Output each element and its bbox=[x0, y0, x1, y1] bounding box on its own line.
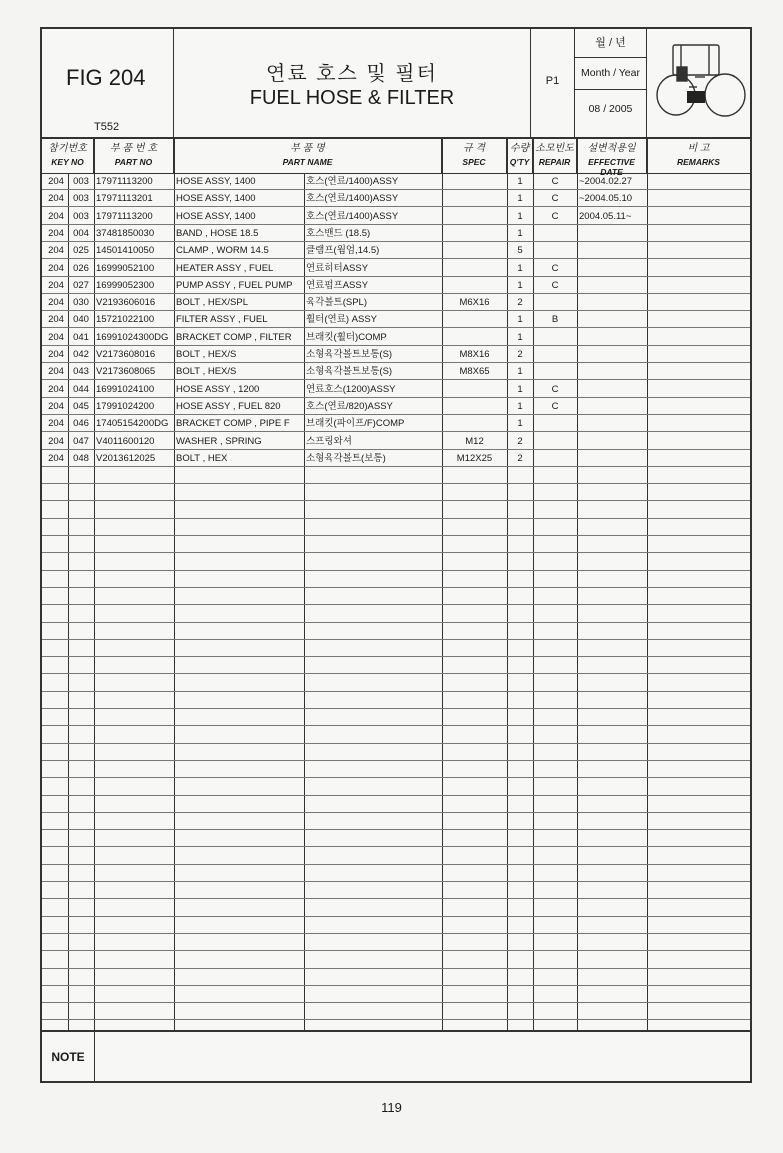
cell-fig: 204 bbox=[48, 314, 64, 326]
cell-name-en: BAND , HOSE 18.5 bbox=[176, 227, 259, 239]
cell-date: ~2004.05.10 bbox=[579, 193, 633, 205]
cell-repair: C bbox=[551, 262, 559, 274]
cell-spec bbox=[442, 311, 507, 328]
column-header bbox=[42, 137, 750, 177]
cell-date bbox=[579, 277, 647, 294]
cell-date bbox=[579, 433, 647, 450]
cell-name-kr: 호스밴드 (18.5) bbox=[306, 227, 371, 239]
cell-date bbox=[579, 311, 647, 328]
cell-name-en: HOSE ASSY, 1400 bbox=[176, 176, 256, 187]
col-part-name-en: PART NAME bbox=[282, 157, 333, 167]
cell-repair: C bbox=[551, 279, 559, 291]
cell-spec: M12X25 bbox=[456, 452, 493, 464]
cell-part: 17991024200 bbox=[96, 400, 155, 412]
empty-row bbox=[42, 606, 750, 623]
cell-spec: M12 bbox=[465, 435, 484, 447]
cell-name-kr: 소형육각볼트보통(S) bbox=[306, 349, 393, 360]
cell-repair: B bbox=[551, 314, 559, 326]
cell-part: 17971113201 bbox=[96, 193, 153, 205]
cell-key: 003 bbox=[73, 176, 89, 187]
cell-key: 003 bbox=[73, 210, 89, 222]
cell-qty: 1 bbox=[517, 366, 523, 378]
col-date-kr: 설변적용일 bbox=[587, 143, 636, 154]
date-value: 08 / 2005 bbox=[588, 103, 633, 115]
cell-spec bbox=[442, 242, 507, 259]
sheet-header bbox=[42, 29, 750, 139]
cell-fig: 204 bbox=[48, 193, 64, 205]
cell-part: 14501410050 bbox=[96, 245, 155, 257]
table-row bbox=[42, 294, 750, 311]
cell-qty: 1 bbox=[517, 210, 523, 222]
cell-repair bbox=[533, 363, 577, 380]
cell-name-kr: 호스(연료/1400)ASSY bbox=[306, 193, 399, 205]
cell-qty: 1 bbox=[517, 279, 523, 291]
cell-qty: 2 bbox=[517, 435, 523, 447]
cell-name-en: HOSE ASSY , 1200 bbox=[176, 383, 260, 395]
col-repair-en: REPAIR bbox=[538, 157, 571, 167]
table-row bbox=[42, 242, 750, 259]
model-code: T552 bbox=[94, 121, 120, 133]
cell-name-en: BOLT , HEX bbox=[176, 452, 228, 464]
cell-qty: 1 bbox=[517, 176, 523, 187]
cell-spec: M6X16 bbox=[459, 297, 490, 309]
empty-row bbox=[42, 554, 750, 571]
note-section bbox=[42, 1030, 750, 1083]
empty-row bbox=[42, 536, 750, 553]
title-cell bbox=[174, 29, 531, 137]
col-key bbox=[42, 137, 94, 173]
page-cell bbox=[531, 29, 575, 137]
empty-row bbox=[42, 571, 750, 588]
cell-part: 17405154200DG bbox=[96, 418, 169, 430]
table-row bbox=[42, 173, 750, 190]
cell-date bbox=[579, 450, 647, 467]
empty-row bbox=[42, 796, 750, 813]
empty-row bbox=[42, 761, 750, 778]
cell-key: 042 bbox=[73, 349, 89, 360]
cell-repair bbox=[533, 225, 577, 242]
cell-fig: 204 bbox=[48, 366, 64, 378]
cell-fig: 204 bbox=[48, 400, 64, 412]
cell-fig: 204 bbox=[48, 227, 64, 239]
cell-fig: 204 bbox=[48, 331, 64, 343]
col-part-name-kr: 부 품 명 bbox=[290, 143, 325, 154]
cell-spec bbox=[442, 208, 507, 225]
cell-name-en: HOSE ASSY , FUEL 820 bbox=[176, 400, 281, 412]
col-remarks bbox=[647, 137, 750, 173]
cell-date: ~2004.02.27 bbox=[579, 176, 633, 187]
table-row bbox=[42, 190, 750, 207]
cell-repair bbox=[533, 433, 577, 450]
title-english: FUEL HOSE & FILTER bbox=[249, 87, 455, 109]
cell-date: 2004.05.11~ bbox=[579, 210, 632, 222]
cell-key: 046 bbox=[73, 418, 89, 430]
col-qty-kr: 수량 bbox=[509, 143, 530, 154]
empty-row bbox=[42, 709, 750, 726]
cell-qty: 1 bbox=[517, 193, 523, 205]
table-row bbox=[42, 346, 750, 363]
col-part-name bbox=[174, 137, 442, 173]
cell-repair: C bbox=[551, 383, 559, 395]
col-remarks-kr: 비 고 bbox=[687, 143, 710, 154]
cell-spec bbox=[442, 277, 507, 294]
cell-repair: C bbox=[551, 176, 559, 187]
cell-repair bbox=[533, 450, 577, 467]
cell-date bbox=[579, 415, 647, 432]
empty-row bbox=[42, 675, 750, 692]
table-row bbox=[42, 398, 750, 415]
cell-name-en: WASHER , SPRING bbox=[176, 435, 262, 447]
empty-row bbox=[42, 917, 750, 934]
figure-cell bbox=[42, 29, 174, 137]
cell-spec bbox=[442, 398, 507, 415]
cell-key: 004 bbox=[73, 227, 89, 239]
cell-key: 044 bbox=[73, 383, 89, 395]
empty-row bbox=[42, 484, 750, 501]
cell-part: 16991024300DG bbox=[96, 331, 169, 343]
empty-row bbox=[42, 934, 750, 951]
cell-name-kr: 육각볼트(SPL) bbox=[306, 297, 367, 309]
cell-key: 048 bbox=[73, 452, 89, 464]
cell-date bbox=[579, 294, 647, 311]
cell-part: V4011600120 bbox=[96, 435, 155, 447]
empty-row bbox=[42, 744, 750, 761]
cell-qty: 2 bbox=[517, 349, 523, 360]
cell-part: 17971113200 bbox=[96, 210, 153, 222]
cell-fig: 204 bbox=[48, 418, 64, 430]
cell-repair bbox=[533, 294, 577, 311]
cell-date bbox=[579, 329, 647, 346]
cell-name-kr: 호스(연료/820)ASSY bbox=[306, 400, 393, 412]
cell-key: 025 bbox=[73, 245, 89, 257]
cell-name-kr: 연료히터ASSY bbox=[306, 262, 369, 274]
cell-name-kr: 연료펌프ASSY bbox=[306, 279, 369, 291]
cell-fig: 204 bbox=[48, 279, 64, 291]
col-key-kr: 참기번호 bbox=[48, 143, 87, 154]
cell-qty: 1 bbox=[517, 400, 523, 412]
cell-spec: M8X16 bbox=[459, 349, 490, 360]
cell-name-kr: 소형육각볼트보통(S) bbox=[306, 366, 393, 378]
cell-name-kr: 휠터(연료) ASSY bbox=[306, 314, 378, 326]
cell-date bbox=[579, 225, 647, 242]
cell-name-en: FILTER ASSY , FUEL bbox=[176, 314, 268, 326]
cell-date bbox=[579, 260, 647, 277]
cell-name-en: BOLT , HEX/S bbox=[176, 366, 237, 378]
cell-part: 17971113200 bbox=[96, 176, 153, 187]
cell-qty: 1 bbox=[517, 314, 523, 326]
cell-name-kr: 연료호스(1200)ASSY bbox=[306, 383, 396, 395]
date-label-korean: 월 / 년 bbox=[575, 29, 646, 58]
cell-name-en: HOSE ASSY, 1400 bbox=[176, 210, 256, 222]
empty-row bbox=[42, 848, 750, 865]
cell-spec bbox=[442, 190, 507, 207]
col-part-no bbox=[94, 137, 174, 173]
col-part-no-kr: 부 품 번 호 bbox=[110, 143, 157, 154]
col-qty bbox=[507, 137, 533, 173]
empty-row bbox=[42, 727, 750, 744]
empty-row bbox=[42, 657, 750, 674]
table-row bbox=[42, 208, 750, 225]
col-repair-kr: 소모빈도 bbox=[535, 143, 574, 154]
cell-repair: C bbox=[551, 193, 559, 205]
col-remarks-en: REMARKS bbox=[677, 157, 720, 167]
cell-name-kr: 소형육각볼트(보통) bbox=[306, 452, 386, 464]
cell-name-kr: 호스(연료/1400)ASSY bbox=[306, 210, 399, 222]
cell-qty: 1 bbox=[517, 418, 523, 430]
cell-repair bbox=[533, 329, 577, 346]
date-label-english: Month / Year bbox=[575, 57, 646, 90]
col-spec-kr: 규 격 bbox=[462, 143, 486, 154]
cell-key: 040 bbox=[73, 314, 89, 326]
table-row bbox=[42, 433, 750, 450]
table-row bbox=[42, 415, 750, 432]
cell-name-en: BRACKET COMP , FILTER bbox=[176, 331, 292, 343]
cell-name-en: CLAMP , WORM 14.5 bbox=[176, 245, 269, 257]
col-part-no-en: PART NO bbox=[114, 157, 153, 167]
cell-name-en: BOLT , HEX/S bbox=[176, 349, 237, 360]
cell-name-en: BOLT , HEX/SPL bbox=[176, 297, 248, 309]
empty-row bbox=[42, 969, 750, 986]
cell-fig: 204 bbox=[48, 262, 64, 274]
cell-fig: 204 bbox=[48, 176, 64, 187]
cell-qty: 1 bbox=[517, 331, 523, 343]
cell-spec bbox=[442, 260, 507, 277]
cell-key: 047 bbox=[73, 435, 89, 447]
cell-spec bbox=[442, 415, 507, 432]
note-label: NOTE bbox=[42, 1032, 95, 1083]
cell-qty: 1 bbox=[517, 383, 523, 395]
empty-row bbox=[42, 900, 750, 917]
empty-row bbox=[42, 1003, 750, 1020]
cell-spec bbox=[442, 329, 507, 346]
empty-row bbox=[42, 813, 750, 830]
cell-date bbox=[579, 346, 647, 363]
cell-part: 16999052100 bbox=[96, 262, 155, 274]
cell-fig: 204 bbox=[48, 245, 64, 257]
cell-key: 027 bbox=[73, 279, 89, 291]
cell-spec bbox=[442, 381, 507, 398]
cell-part: 16991024100 bbox=[96, 383, 155, 395]
figure-number: FIG 204 bbox=[66, 65, 146, 90]
cell-key: 041 bbox=[73, 331, 89, 343]
empty-row bbox=[42, 588, 750, 605]
cell-part: V2173608065 bbox=[96, 366, 156, 378]
cell-fig: 204 bbox=[48, 435, 64, 447]
table-row bbox=[42, 260, 750, 277]
cell-fig: 204 bbox=[48, 210, 64, 222]
parts-sheet bbox=[40, 27, 752, 1083]
cell-date bbox=[579, 242, 647, 259]
col-qty-en: Q'TY bbox=[509, 157, 530, 167]
empty-row bbox=[42, 640, 750, 657]
table-row bbox=[42, 381, 750, 398]
cell-name-kr: 브래킷(파이프/F)COMP bbox=[306, 418, 405, 430]
cell-key: 045 bbox=[73, 400, 89, 412]
cell-name-en: HEATER ASSY , FUEL bbox=[176, 262, 274, 274]
title-korean: 연료 호스 및 필터 bbox=[266, 63, 438, 85]
cell-repair: C bbox=[551, 210, 559, 222]
cell-key: 003 bbox=[73, 193, 89, 205]
cell-qty: 2 bbox=[517, 452, 523, 464]
empty-row bbox=[42, 986, 750, 1003]
cell-key: 030 bbox=[73, 297, 89, 309]
empty-row bbox=[42, 952, 750, 969]
table-row bbox=[42, 277, 750, 294]
cell-fig: 204 bbox=[48, 383, 64, 395]
cell-fig: 204 bbox=[48, 297, 64, 309]
table-row bbox=[42, 329, 750, 346]
empty-row bbox=[42, 467, 750, 484]
col-key-en: KEY NO bbox=[51, 157, 84, 167]
empty-row bbox=[42, 502, 750, 519]
cell-name-kr: 스프링와셔 bbox=[306, 435, 352, 447]
cell-spec: M8X65 bbox=[459, 366, 490, 378]
cell-repair bbox=[533, 242, 577, 259]
cell-repair bbox=[533, 415, 577, 432]
cell-part: V2013612025 bbox=[96, 452, 156, 464]
page-number: 119 bbox=[381, 1100, 402, 1115]
table-row bbox=[42, 225, 750, 242]
cell-qty: 1 bbox=[517, 262, 523, 274]
col-spec bbox=[442, 137, 507, 173]
empty-row bbox=[42, 779, 750, 796]
empty-row bbox=[42, 623, 750, 640]
col-effective-date bbox=[577, 137, 647, 177]
col-repair bbox=[533, 137, 577, 173]
empty-row bbox=[42, 692, 750, 709]
cell-part: 15721022100 bbox=[96, 314, 155, 326]
cell-name-kr: 브래킷(휠터)COMP bbox=[306, 331, 387, 343]
tractor-illustration bbox=[647, 29, 750, 137]
cell-date bbox=[579, 398, 647, 415]
cell-spec bbox=[442, 173, 507, 190]
cell-key: 026 bbox=[73, 262, 89, 274]
table-row bbox=[42, 363, 750, 380]
table-row bbox=[42, 311, 750, 328]
cell-repair: C bbox=[551, 400, 559, 412]
parts-table-body bbox=[42, 173, 750, 1030]
cell-name-en: HOSE ASSY, 1400 bbox=[176, 193, 256, 205]
cell-part: 37481850030 bbox=[96, 227, 155, 239]
cell-qty: 1 bbox=[517, 227, 523, 239]
empty-row bbox=[42, 865, 750, 882]
cell-name-en: BRACKET COMP , PIPE F bbox=[176, 418, 290, 430]
cell-name-en: PUMP ASSY , FUEL PUMP bbox=[176, 279, 293, 291]
col-date-en: EFFECTIVE DATE bbox=[588, 157, 635, 177]
cell-qty: 5 bbox=[517, 245, 523, 257]
cell-fig: 204 bbox=[48, 349, 64, 360]
cell-name-kr: 클램프(웜엄,14.5) bbox=[306, 245, 380, 257]
empty-row bbox=[42, 519, 750, 536]
tractor-icon bbox=[651, 37, 747, 127]
cell-part: 16999052300 bbox=[96, 279, 155, 291]
cell-fig: 204 bbox=[48, 452, 64, 464]
cell-qty: 2 bbox=[517, 297, 523, 309]
empty-row bbox=[42, 830, 750, 847]
table-row bbox=[42, 450, 750, 467]
cell-part: V2173608016 bbox=[96, 349, 156, 360]
cell-key: 043 bbox=[73, 366, 89, 378]
cell-date bbox=[579, 363, 647, 380]
cell-date bbox=[579, 381, 647, 398]
cell-spec bbox=[442, 225, 507, 242]
page-label: P1 bbox=[545, 75, 560, 87]
cell-name-kr: 호스(연료/1400)ASSY bbox=[306, 176, 399, 187]
cell-part: V2193606016 bbox=[96, 297, 156, 309]
cell-repair bbox=[533, 346, 577, 363]
empty-row bbox=[42, 882, 750, 899]
col-spec-en: SPEC bbox=[462, 157, 486, 167]
date-cell bbox=[575, 29, 647, 137]
